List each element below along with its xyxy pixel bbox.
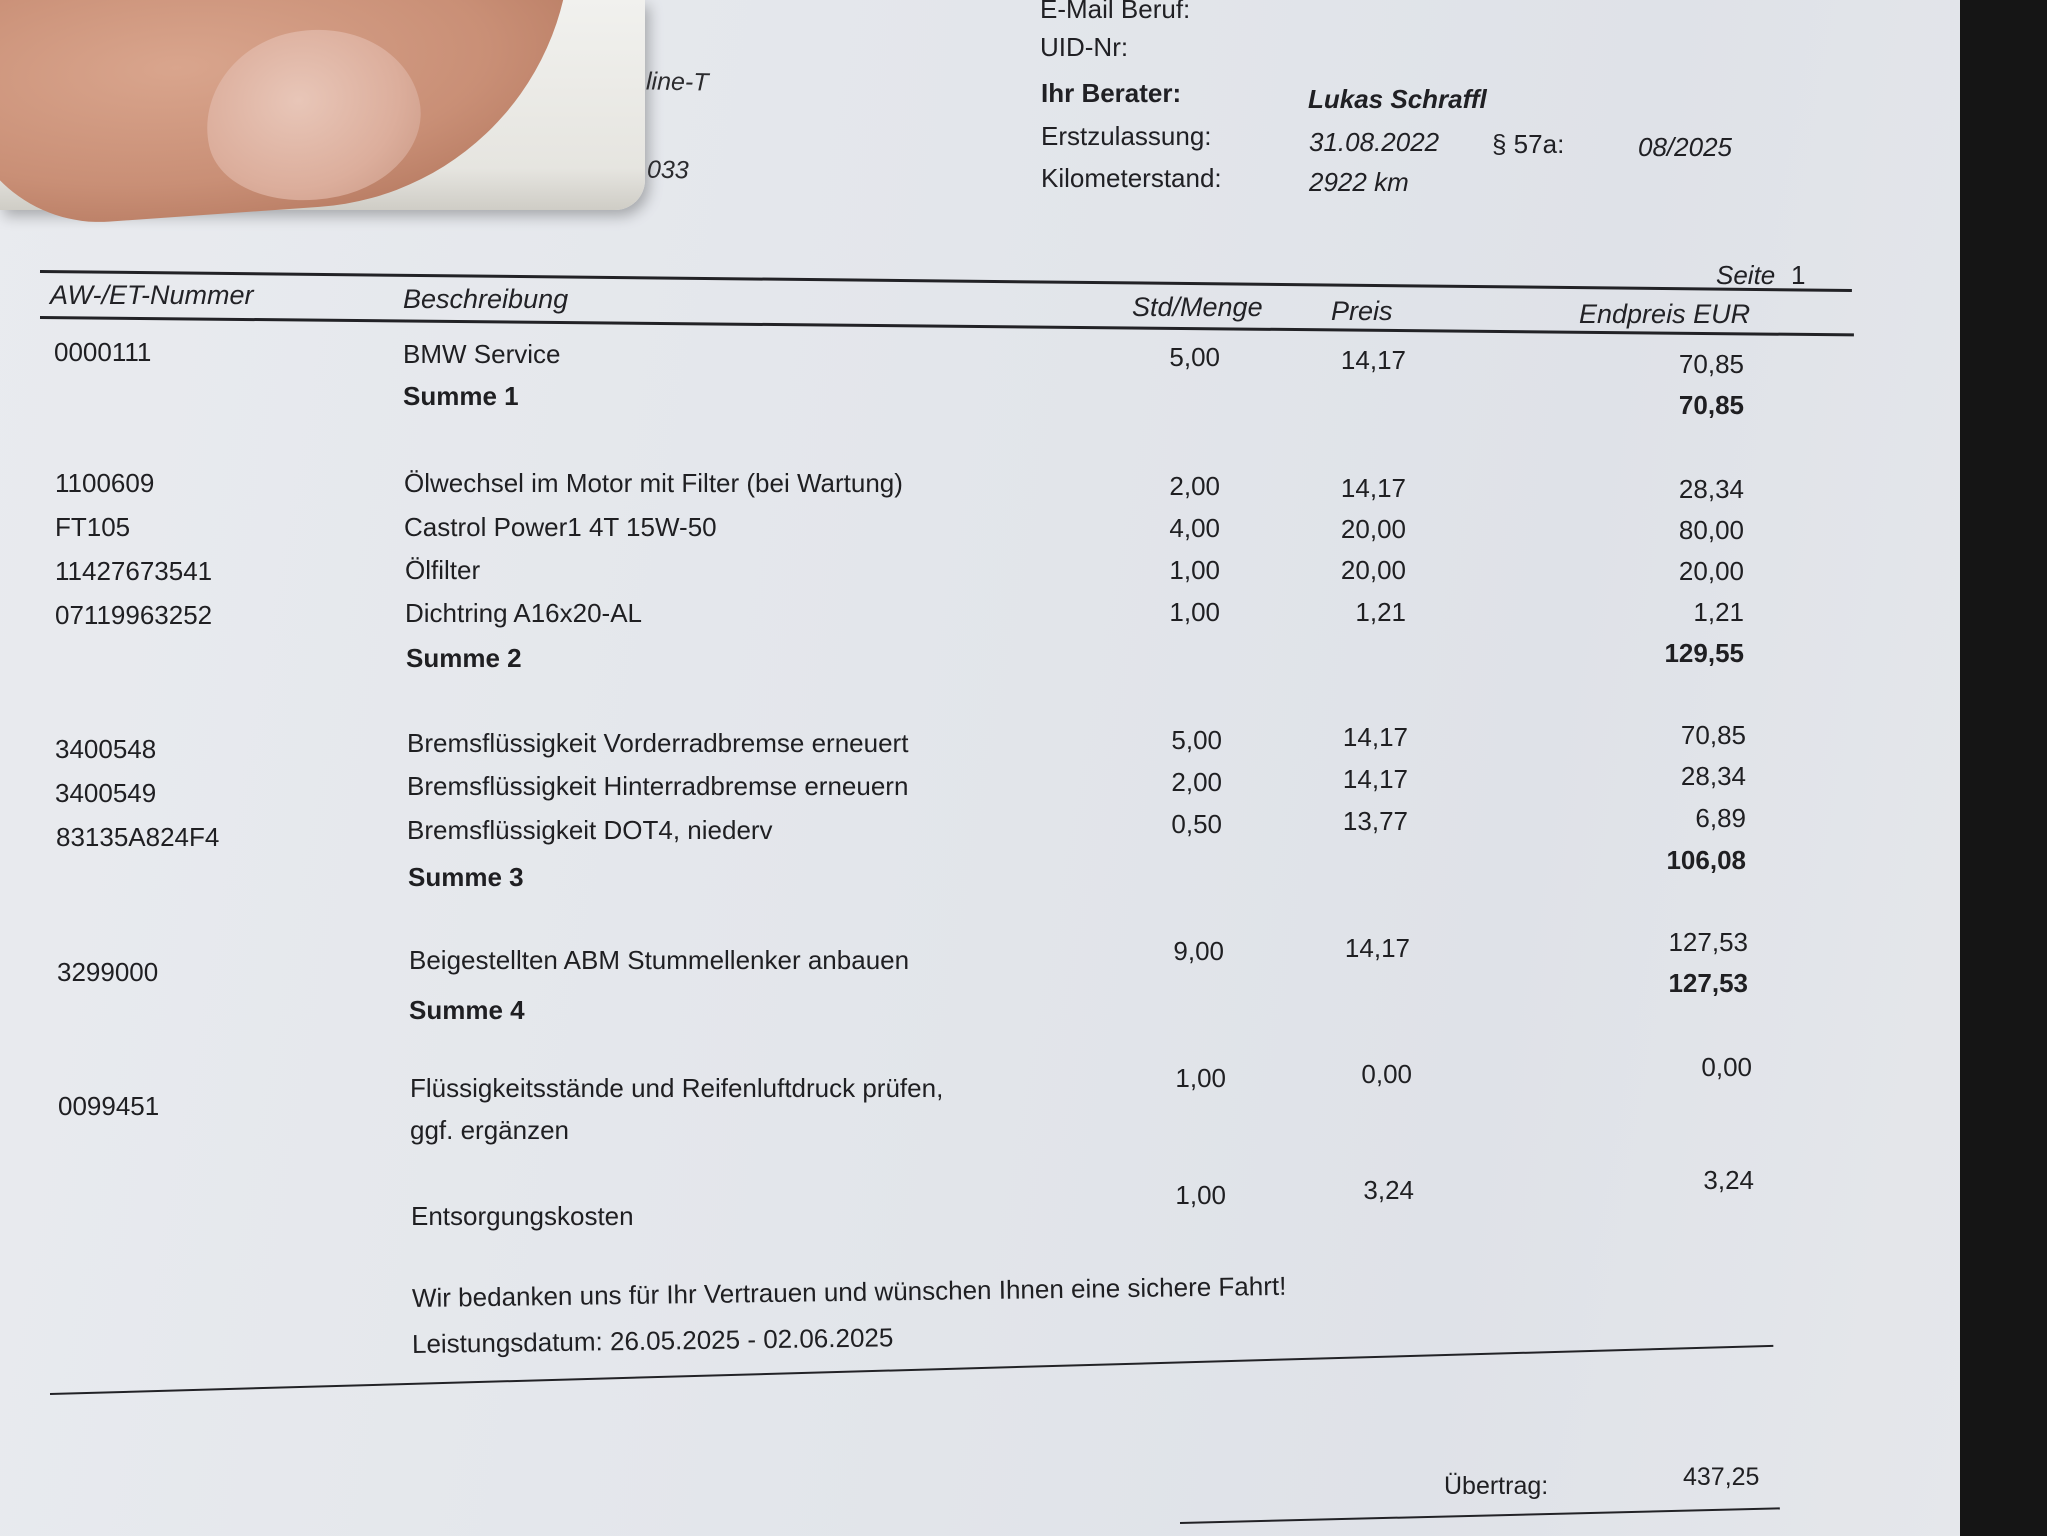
table-row-total: 70,85 — [1678, 349, 1744, 379]
uebertrag-value: 437,25 — [1683, 1463, 1760, 1491]
column-header-total: Endpreis EUR — [1579, 299, 1751, 329]
table-row-description: Bremsflüssigkeit Vorderradbremse erneuert — [407, 728, 909, 758]
table-row-number: 0099451 — [58, 1091, 160, 1121]
table-row-description: Bremsflüssigkeit DOT4, niederv — [407, 815, 773, 845]
subtotal-label: Summe 1 — [403, 381, 519, 411]
table-row-quantity: 1,00 — [1175, 1180, 1226, 1210]
table-row-total: 127,53 — [1668, 927, 1748, 957]
table-row-quantity: 1,00 — [1175, 1063, 1226, 1093]
email-label: E-Mail Beruf: — [1040, 0, 1191, 24]
table-row-description-continued: ggf. ergänzen — [410, 1115, 570, 1145]
table-row-price: 14,17 — [1340, 473, 1406, 503]
uid-label: UID-Nr: — [1040, 32, 1129, 62]
table-row-number: 3299000 — [57, 957, 159, 987]
table-row-price: 14,17 — [1340, 345, 1406, 375]
table-row-price: 14,17 — [1344, 933, 1410, 963]
column-header-description: Beschreibung — [403, 284, 569, 314]
table-row-number: 11427673541 — [55, 556, 213, 586]
erstzulassung-label: Erstzulassung: — [1041, 121, 1212, 151]
table-row-quantity: 1,00 — [1169, 555, 1220, 585]
p57a-value: 08/2025 — [1638, 132, 1732, 162]
berater-label: Ihr Berater: — [1041, 78, 1182, 108]
table-row-description: Dichtring A16x20-AL — [405, 598, 643, 628]
km-value: 2922 km — [1309, 167, 1409, 197]
table-row-total: 80,00 — [1678, 515, 1744, 545]
berater-value: Lukas Schraffl — [1308, 84, 1487, 114]
table-row-number: 3400549 — [55, 778, 157, 808]
table-row-description: Beigestellten ABM Stummellenker anbauen — [409, 945, 910, 975]
dark-background — [1960, 0, 2047, 1536]
table-row-total: 1,21 — [1693, 597, 1744, 627]
table-row-price: 1,21 — [1355, 597, 1406, 627]
subtotal-label: Summe 4 — [409, 995, 525, 1025]
subtotal-value: 70,85 — [1678, 390, 1744, 420]
thanks-message: Wir bedanken uns für Ihr Vertrauen und wünschen Ihnen eine sichere Fahrt! — [411, 1270, 1287, 1313]
table-row-number: 3400548 — [55, 734, 157, 764]
leistungsdatum: Leistungsdatum: 26.05.2025 - 02.06.2025 — [411, 1322, 894, 1359]
subtotal-value: 106,08 — [1666, 845, 1746, 875]
table-row-description: BMW Service — [403, 339, 561, 369]
table-row-total: 3,24 — [1703, 1165, 1754, 1195]
page-label: Seite — [1716, 260, 1776, 290]
page-number: 1 — [1791, 260, 1806, 290]
subtotal-value: 127,53 — [1668, 968, 1748, 998]
table-row-price: 20,00 — [1340, 514, 1406, 544]
table-row-description: Entsorgungskosten — [411, 1201, 634, 1231]
table-row-price: 13,77 — [1342, 806, 1408, 836]
table-row-total: 70,85 — [1680, 720, 1746, 750]
p57a-label: § 57a: — [1492, 129, 1565, 159]
table-row-quantity: 4,00 — [1169, 513, 1220, 543]
table-row-description: Ölwechsel im Motor mit Filter (bei Wartung) — [404, 468, 903, 498]
uebertrag-label: Übertrag: — [1444, 1472, 1549, 1500]
table-row-quantity: 9,00 — [1173, 936, 1224, 966]
table-row-number: 07119963252 — [55, 600, 213, 630]
subtotal-label: Summe 3 — [408, 862, 524, 892]
table-row-description: Flüssigkeitsstände und Reifenluftdruck prüfen, — [410, 1073, 944, 1103]
table-row-quantity: 2,00 — [1171, 767, 1222, 797]
table-row-quantity: 5,00 — [1171, 725, 1222, 755]
table-row-quantity: 1,00 — [1169, 597, 1220, 627]
subtotal-label: Summe 2 — [406, 643, 522, 673]
table-row-price: 3,24 — [1363, 1175, 1414, 1205]
column-header-price: Preis — [1331, 296, 1393, 326]
table-row-number: FT105 — [55, 512, 131, 542]
column-header-quantity: Std/Menge — [1132, 292, 1263, 322]
table-row-price: 14,17 — [1342, 764, 1408, 794]
table-row-quantity: 0,50 — [1171, 809, 1222, 839]
table-row-quantity: 5,00 — [1169, 342, 1220, 372]
table-row-number: 83135A824F4 — [56, 822, 220, 852]
table-row-total: 6,89 — [1695, 803, 1746, 833]
table-row-total: 20,00 — [1678, 556, 1744, 586]
table-row-description: Ölfilter — [405, 555, 481, 585]
table-row-quantity: 2,00 — [1169, 471, 1220, 501]
table-row-description: Castrol Power1 4T 15W-50 — [404, 512, 717, 542]
table-row-price: 20,00 — [1340, 555, 1406, 585]
table-row-number: 0000111 — [54, 337, 152, 367]
table-row-price: 14,17 — [1342, 722, 1408, 752]
erstzulassung-value: 31.08.2022 — [1309, 127, 1440, 157]
column-header-number: AW-/ET-Nummer — [50, 280, 254, 310]
address-fragment-2: 033 — [646, 155, 689, 185]
table-row-price: 0,00 — [1361, 1059, 1412, 1089]
km-label: Kilometerstand: — [1041, 163, 1222, 193]
address-fragment-1: line-T — [645, 67, 709, 97]
table-row-total: 0,00 — [1701, 1052, 1752, 1082]
table-row-total: 28,34 — [1680, 761, 1746, 791]
table-row-number: 1100609 — [55, 468, 155, 498]
subtotal-value: 129,55 — [1664, 638, 1744, 668]
table-row-description: Bremsflüssigkeit Hinterradbremse erneuern — [407, 771, 909, 801]
table-row-total: 28,34 — [1678, 474, 1744, 504]
